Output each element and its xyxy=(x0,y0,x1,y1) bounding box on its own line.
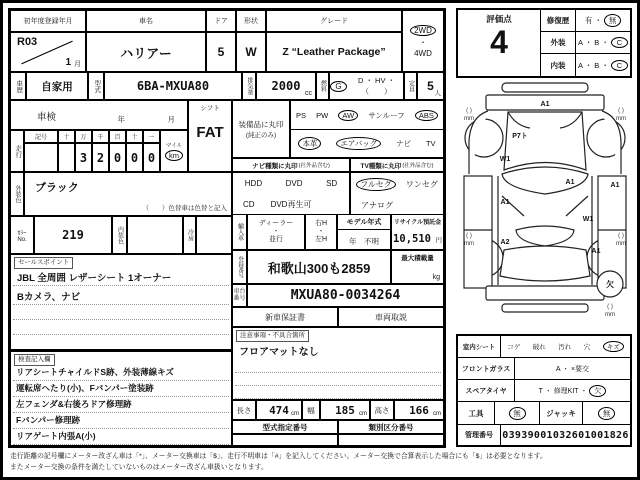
tread-unit: mm xyxy=(616,116,626,122)
management-no-row: 管理番号 03939001032601001826 xyxy=(458,425,630,445)
repair-none-circled: 無 xyxy=(604,14,621,27)
mileage-unit-cell: マイル km xyxy=(160,130,188,172)
tread-paren: ( ) xyxy=(607,304,613,310)
footer-line1: 走行距離の記号欄にメーター改ざん車は「*」、メーター交換車は「$」、走行不明車は「#」を記入してください。メーター交換で合算表示した場合にも「$」は必要となります。 xyxy=(10,453,547,460)
blank-line xyxy=(13,304,229,305)
model-designation-value xyxy=(232,434,338,446)
digit-col: 百 xyxy=(109,130,126,143)
digit-cell: 0 xyxy=(143,143,160,172)
shape-value: W xyxy=(236,32,266,72)
digit-cell: 0 xyxy=(109,143,126,172)
interior-grade-row: 内装 A ・ B ・ C xyxy=(540,54,630,76)
blank-line xyxy=(13,319,229,320)
seat-scratch-circled: キズ xyxy=(603,341,624,352)
equip-airbag-circled: エアバッグ xyxy=(336,137,381,150)
drive-2wd-circled: 2WD xyxy=(410,25,436,36)
max-load-cell: 最大積載量 kg xyxy=(391,250,444,284)
registration-label: 登録番号 xyxy=(232,250,247,284)
damage-lr-door: W1 xyxy=(582,216,594,223)
aircon-label: 冷房 xyxy=(183,216,196,254)
classification-header: 類別区分番号 xyxy=(338,420,444,434)
blank-line xyxy=(13,396,229,397)
digit-cell: 2 xyxy=(92,143,109,172)
displacement-value: 2000 cc xyxy=(256,72,316,100)
tv-type-body: フルセグ ワンセグ アナログ xyxy=(350,172,444,216)
first-reg-value: R03 1 月 xyxy=(10,32,86,72)
equipment-row1: PS PW AW サンルーフ ABS xyxy=(290,100,444,129)
blank-line xyxy=(13,412,229,413)
score-panel xyxy=(456,8,632,78)
management-no-value: 03939001032601001826 xyxy=(502,429,629,441)
digit-cell: 0 xyxy=(126,143,143,172)
km-circled: km xyxy=(165,150,183,161)
model-year-cell: モデル年式 年 不明 xyxy=(337,214,391,250)
repair-history-row: 修復歴 有 ・ 無 xyxy=(540,10,630,32)
drive-type-cell xyxy=(402,10,444,72)
fuel-value: G D ・ HV ・ （ ） xyxy=(329,72,404,100)
spare-tire-missing: 欠 xyxy=(606,280,614,289)
grade-value: Z “Leather Package” xyxy=(266,32,402,72)
equipment-label: 装備品に丸印 (純正のみ) xyxy=(232,100,290,158)
tread-unit: mm xyxy=(616,241,626,247)
ext-color-label: 外装色 xyxy=(10,172,24,216)
equip-aw-circled: AW xyxy=(338,110,358,121)
color-no-label: ｶﾗｰ No. xyxy=(10,216,34,254)
shift-cell: シフト FAT xyxy=(188,100,232,172)
windshield-row: フロントガラス A ・ ×要交 xyxy=(458,358,630,380)
car-name-header: 車名 xyxy=(86,10,206,32)
model-code-value: 6BA-MXUA80 xyxy=(104,72,242,100)
equip-abs-circled: ABS xyxy=(415,110,438,121)
tv-type-header: TV種類に丸印 (社外品含む) xyxy=(350,158,444,172)
classification-value xyxy=(338,434,444,446)
drive-separator: ・ xyxy=(419,37,427,47)
score-value: 4 xyxy=(490,24,508,60)
recycle-cell: リサイクル預託金 10,510 円 xyxy=(391,214,444,250)
manual-cell: 車両取説 xyxy=(338,307,444,327)
fuel-label: 燃料 xyxy=(316,72,329,100)
history-label: 車歴 xyxy=(10,72,26,100)
notes-line1: フロアマットなし xyxy=(239,347,319,358)
tv-fullseg-circled: フルセグ xyxy=(356,178,396,191)
inspector-notes-tag: 検査記入欄 xyxy=(14,354,55,366)
shaken-cell: 車検 年 月 xyxy=(10,100,188,130)
int-color-value xyxy=(127,216,183,254)
tread-unit: mm xyxy=(464,241,474,247)
exterior-grade-row: 外装 A ・ B ・ C xyxy=(540,32,630,54)
tread-paren: ( ) xyxy=(618,108,624,114)
damage-rf-door: A1 xyxy=(500,199,510,206)
displacement-label: 排気量 xyxy=(242,72,256,100)
import-dealer-cell: ディーラー ・ 並行 xyxy=(247,214,305,250)
digit-col: 十 xyxy=(58,130,75,143)
blank-line xyxy=(13,428,229,429)
damage-hood: P7ト xyxy=(512,133,528,140)
digit-col: 千 xyxy=(92,130,109,143)
sales-points-area: セールスポイント JBL 全周囲 レザーシート 1オーナー Bカメラ、ナビ xyxy=(10,254,232,350)
tread-paren: ( ) xyxy=(466,108,472,114)
registration-value: 和歌山300も2859 xyxy=(247,250,391,284)
footer-line2: またメーター交換の条件を満たしていないものはメーター改ざん車扱いとなります。 xyxy=(10,463,268,471)
tools-jack-row: 工具 無 ジャッキ 無 xyxy=(458,402,630,425)
chassis-label: 車台番号 xyxy=(232,284,247,307)
length-value: 474 cm xyxy=(256,400,302,420)
ext-color-value: ブラック xyxy=(35,182,79,194)
import-handle-cell: 右H ・ 左H xyxy=(305,214,337,250)
fuel-g-circled: G xyxy=(330,81,347,92)
import-label: 輸入車 xyxy=(232,214,247,250)
chassis-value: MXUA80-0034264 xyxy=(247,284,444,307)
damage-left-side: A1 xyxy=(610,182,620,189)
shape-header: 形状 xyxy=(236,10,266,32)
car-diagram xyxy=(458,80,632,332)
damage-rf-fender: W1 xyxy=(499,156,511,163)
tools-none-circled: 無 xyxy=(509,407,526,420)
height-label: 高さ xyxy=(370,400,394,420)
digit-col: 一 xyxy=(143,130,160,143)
tread-paren: ( ) xyxy=(466,233,472,239)
aircon-value xyxy=(196,216,232,254)
model-code-label: 型式 xyxy=(88,72,104,100)
equipment-row2: 本革 エアバッグ ナビ TV xyxy=(290,129,444,158)
history-value: 自家用 xyxy=(26,72,88,100)
sales-points-tag: セールスポイント xyxy=(14,257,73,269)
warranty-cell: 新車保証書 xyxy=(232,307,338,327)
blank-line xyxy=(13,285,229,286)
door-header: ドア xyxy=(206,10,236,32)
tread-unit: mm xyxy=(605,312,615,318)
seat-row: 室内シート コゲ 破れ 汚れ 穴 キズ xyxy=(458,336,630,358)
mileage-sign-value xyxy=(24,143,58,172)
blank-line xyxy=(13,334,229,335)
car-name-value: ハリアー xyxy=(86,32,206,72)
width-label: 幅 xyxy=(302,400,320,420)
digit-cell: 3 xyxy=(75,143,92,172)
int-color-label: 内装色 xyxy=(112,216,127,254)
notes-tag: 注意事項・不具合箇所 xyxy=(236,330,309,342)
capacity-label: 定員 xyxy=(404,72,417,100)
first-reg-header: 初年度登録年月 xyxy=(10,10,86,32)
notes-area xyxy=(232,327,444,400)
color-no-value: 219 xyxy=(34,216,112,254)
mileage-label: 走行 xyxy=(10,130,24,172)
navi-type-header: ナビ種類に丸印 (社外品含む) xyxy=(232,158,350,172)
digit-col: 十 xyxy=(126,130,143,143)
score-cell: 評価点 4 xyxy=(486,14,512,60)
tread-unit: mm xyxy=(464,116,474,122)
blank-line xyxy=(235,372,441,373)
blank-line xyxy=(13,444,229,445)
length-label: 長さ xyxy=(232,400,256,420)
blank-line xyxy=(13,380,229,381)
digit-cell xyxy=(58,143,75,172)
spare-missing-circled: 欠 xyxy=(589,385,606,397)
digit-col: 万 xyxy=(75,130,92,143)
damage-rr-door: A2 xyxy=(500,239,510,246)
capacity-value: 5 人 xyxy=(417,72,444,100)
equip-leather-circled: 本革 xyxy=(298,137,321,150)
model-designation-header: 型式指定番号 xyxy=(232,420,338,434)
height-value: 166 cm xyxy=(394,400,444,420)
blank-line xyxy=(235,385,441,386)
damage-lf-door: A1 xyxy=(565,179,575,186)
interior-c-circled: C xyxy=(611,60,628,71)
main-sheet xyxy=(8,8,446,448)
exterior-c-circled: C xyxy=(611,37,628,48)
grade-header: グレード xyxy=(266,10,402,32)
damage-front-bumper: A1 xyxy=(540,101,550,108)
spare-tire-row: スペアタイヤ T ・ 修理KIT ・ 欠 xyxy=(458,380,630,402)
shift-value: FAT xyxy=(196,124,224,141)
drive-4wd: 4WD xyxy=(414,48,432,58)
ext-color-cell: ブラック （ ）色替車は色替と記入 xyxy=(24,172,232,216)
blank-line xyxy=(235,398,441,399)
damage-lr-quarter: A1 xyxy=(591,248,601,255)
footer-notes xyxy=(10,452,632,473)
tread-paren: ( ) xyxy=(618,233,624,239)
door-value: 5 xyxy=(206,32,236,72)
mileage-sign-header: 記号 xyxy=(24,130,58,143)
condition-panel xyxy=(456,334,632,447)
inspector-notes-area: 検査記入欄 リアシートチャイルドS跡、外装薄線キズ 運転席へたり(小)、Fバンパー塗装跡 左フェンダ&右後ろドア修理跡 Fバンパー修理跡 リアゲート内張A(小) xyxy=(10,350,232,446)
navi-type-body: HDD DVD SD CD DVD再生可 xyxy=(232,172,350,216)
jack-none-circled: 無 xyxy=(598,407,615,420)
width-value: 185 cm xyxy=(320,400,370,420)
